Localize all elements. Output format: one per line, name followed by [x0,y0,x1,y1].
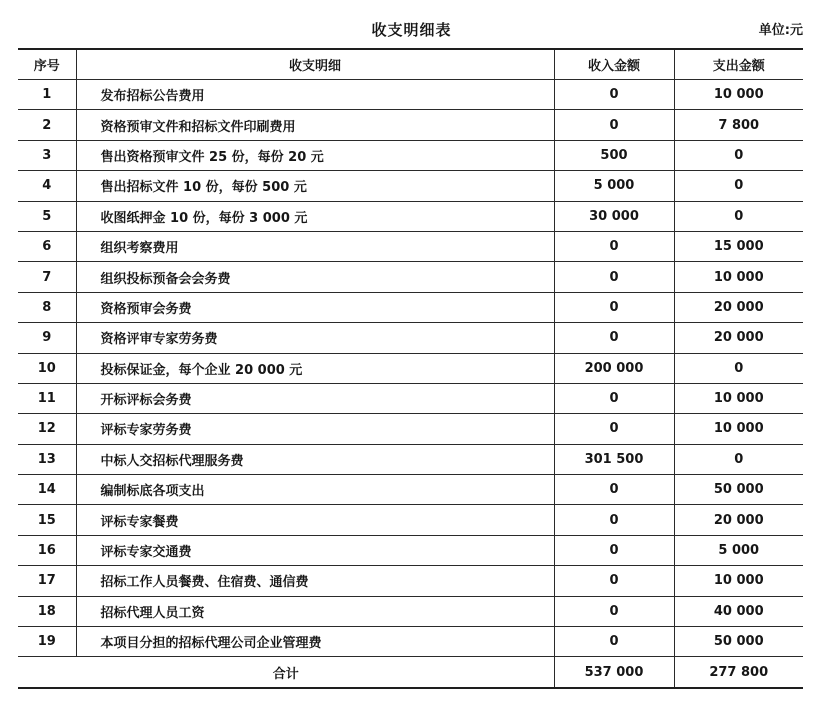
row-number: 5 [18,201,76,231]
table-row [18,505,803,535]
row-income: 0 [554,475,674,505]
row-detail: 组织考察费用 [76,231,554,261]
table-row [18,444,803,474]
row-expense: 50 000 [674,627,803,657]
row-detail: 编制标底各项支出 [76,475,554,505]
row-detail: 资格预审文件和招标文件印刷费用 [76,110,554,140]
row-income: 0 [554,292,674,322]
row-expense: 10 000 [674,566,803,596]
table-row [18,535,803,565]
row-income: 0 [554,414,674,444]
row-detail: 中标人交招标代理服务费 [76,444,554,474]
row-detail: 招标工作人员餐费、住宿费、通信费 [76,566,554,596]
row-number: 9 [18,323,76,353]
row-number: 11 [18,383,76,413]
row-detail: 收图纸押金 10 份，每份 3 000 元 [76,201,554,231]
row-expense: 0 [674,444,803,474]
row-expense: 0 [674,201,803,231]
table-row [18,414,803,444]
row-number: 4 [18,171,76,201]
table-row [18,231,803,261]
row-number: 10 [18,353,76,383]
row-expense: 15 000 [674,231,803,261]
row-detail: 发布招标公告费用 [76,80,554,110]
row-income: 0 [554,383,674,413]
total-expense: 277 800 [674,657,803,689]
column-header-no: 序号 [18,49,76,80]
total-row [18,657,803,689]
row-number: 1 [18,80,76,110]
row-detail: 售出资格预审文件 25 份，每份 20 元 [76,140,554,170]
table-row [18,353,803,383]
row-income: 5 000 [554,171,674,201]
row-detail: 评标专家劳务费 [76,414,554,444]
table-row [18,566,803,596]
row-income: 0 [554,110,674,140]
row-income: 200 000 [554,353,674,383]
row-expense: 10 000 [674,80,803,110]
row-number: 13 [18,444,76,474]
row-income: 0 [554,323,674,353]
row-number: 6 [18,231,76,261]
row-number: 2 [18,110,76,140]
row-expense: 40 000 [674,596,803,626]
column-header-expense: 支出金额 [674,49,803,80]
row-number: 16 [18,535,76,565]
row-income: 0 [554,535,674,565]
row-income: 500 [554,140,674,170]
table-row [18,292,803,322]
table-row [18,262,803,292]
row-expense: 50 000 [674,475,803,505]
row-expense: 20 000 [674,292,803,322]
table-row [18,475,803,505]
table-row [18,140,803,170]
row-expense: 0 [674,353,803,383]
total-label: 合计 [18,657,554,689]
table-row [18,171,803,201]
row-detail: 资格评审专家劳务费 [76,323,554,353]
row-income: 0 [554,566,674,596]
row-income: 0 [554,231,674,261]
row-income: 0 [554,80,674,110]
header-row [18,49,803,80]
row-detail: 组织投标预备会会务费 [76,262,554,292]
row-expense: 0 [674,140,803,170]
row-number: 17 [18,566,76,596]
table-row [18,383,803,413]
row-expense: 20 000 [674,323,803,353]
column-header-detail: 收支明细 [76,49,554,80]
row-number: 19 [18,627,76,657]
table-row [18,323,803,353]
table-row [18,201,803,231]
table-row [18,110,803,140]
row-expense: 0 [674,171,803,201]
row-detail: 招标代理人员工资 [76,596,554,626]
unit-label: 单位:元 [758,23,803,38]
row-detail: 开标评标会务费 [76,383,554,413]
row-detail: 投标保证金，每个企业 20 000 元 [76,353,554,383]
row-income: 0 [554,596,674,626]
row-income: 301 500 [554,444,674,474]
row-number: 14 [18,475,76,505]
row-number: 3 [18,140,76,170]
row-number: 12 [18,414,76,444]
row-income: 0 [554,262,674,292]
row-number: 15 [18,505,76,535]
table-title: 收支明细表 [371,21,452,39]
row-detail: 评标专家餐费 [76,505,554,535]
table-row [18,596,803,626]
total-income: 537 000 [554,657,674,689]
row-income: 0 [554,505,674,535]
row-detail: 评标专家交通费 [76,535,554,565]
income-expense-table [18,48,803,689]
row-expense: 10 000 [674,383,803,413]
row-expense: 10 000 [674,262,803,292]
row-detail: 资格预审会务费 [76,292,554,322]
table-row [18,627,803,657]
row-expense: 7 800 [674,110,803,140]
row-income: 30 000 [554,201,674,231]
row-number: 8 [18,292,76,322]
row-expense: 10 000 [674,414,803,444]
row-income: 0 [554,627,674,657]
row-number: 18 [18,596,76,626]
row-expense: 5 000 [674,535,803,565]
row-number: 7 [18,262,76,292]
column-header-income: 收入金额 [554,49,674,80]
table-row [18,80,803,110]
row-expense: 20 000 [674,505,803,535]
row-detail: 售出招标文件 10 份，每份 500 元 [76,171,554,201]
row-detail: 本项目分担的招标代理公司企业管理费 [76,627,554,657]
